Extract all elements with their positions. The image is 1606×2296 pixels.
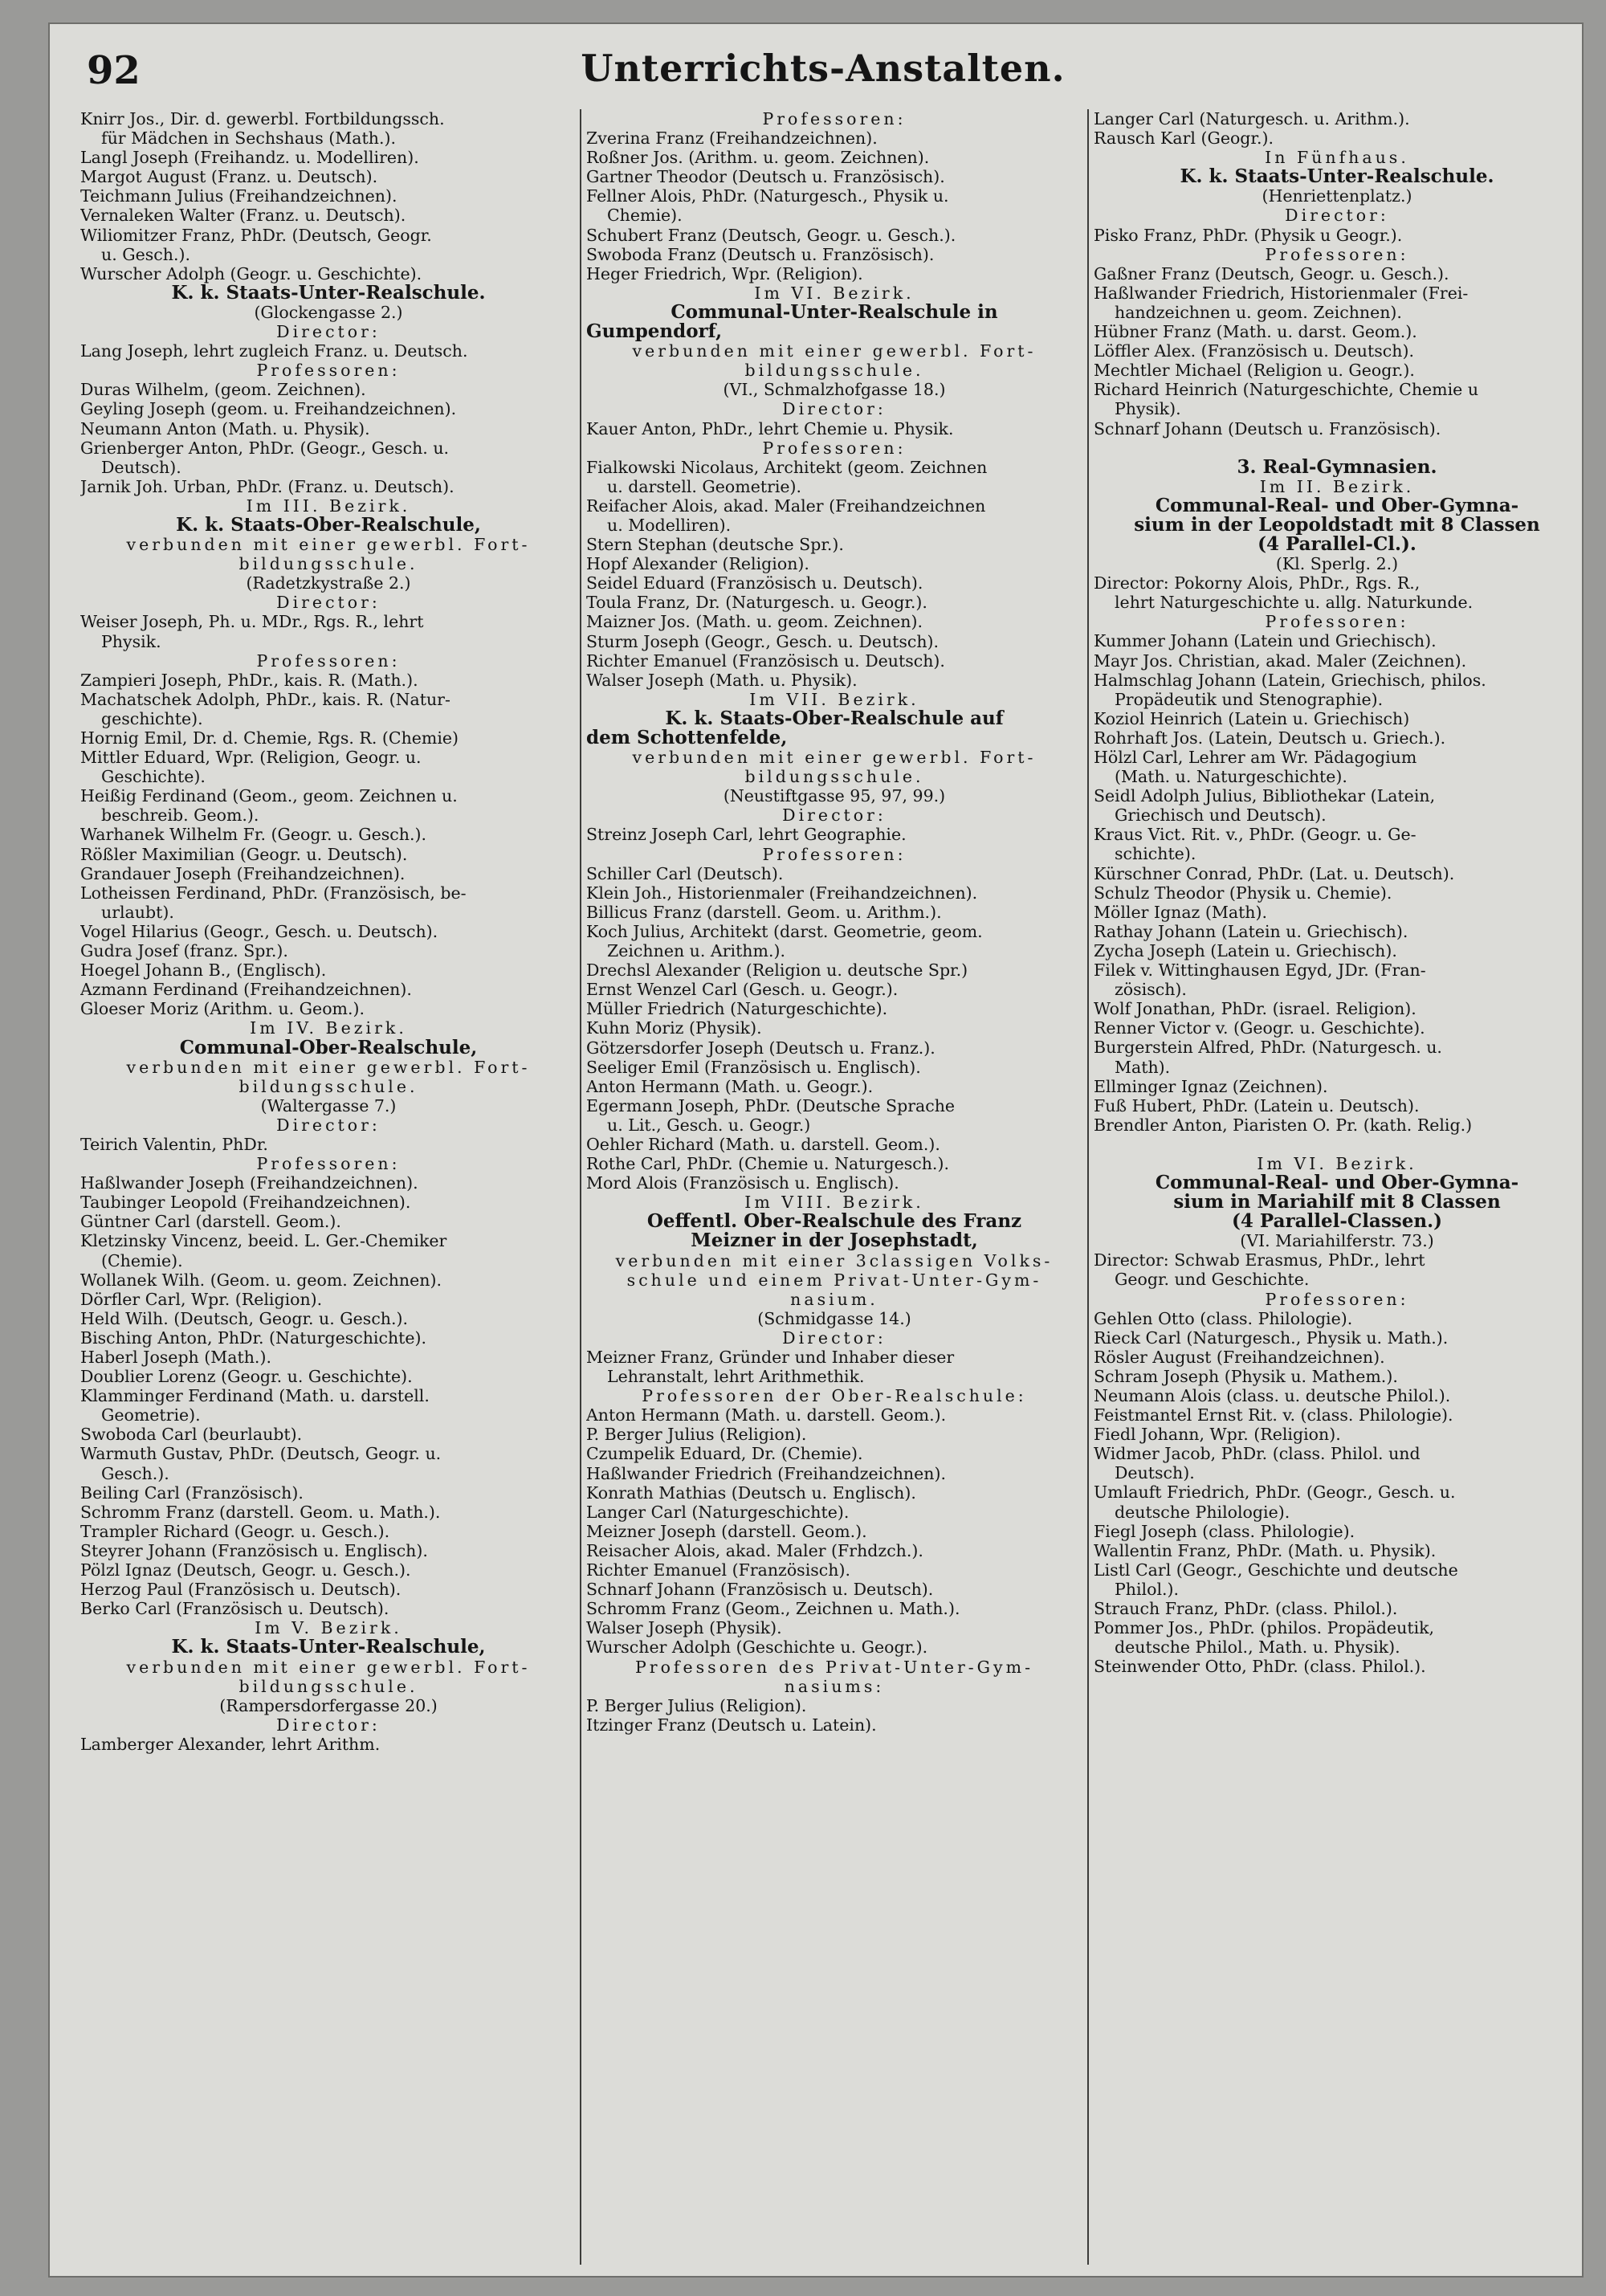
directory-entry: Seeliger Emil (Französisch u. Englisch). bbox=[586, 1057, 921, 1077]
directory-entry: Herzog Paul (Französisch u. Deutsch). bbox=[80, 1580, 402, 1600]
entry-continuation: lehrt Naturgeschichte u. allg. Naturkunde. bbox=[1115, 593, 1474, 613]
entry-continuation: schichte). bbox=[1115, 844, 1196, 864]
section-label: Director: bbox=[782, 1327, 887, 1348]
page-number: 92 bbox=[87, 48, 141, 93]
directory-entry: Anton Hermann (Math. u. Geogr.). bbox=[586, 1076, 874, 1096]
entry-continuation: Deutsch). bbox=[101, 457, 181, 477]
spacer bbox=[1094, 438, 1580, 458]
school-heading: K. k. Staats-Unter-Realschule. bbox=[171, 283, 486, 303]
column-divider bbox=[580, 109, 581, 2265]
directory-entry: Duras Wilhelm, (geom. Zeichnen). bbox=[80, 380, 366, 400]
entry-continuation: Physik). bbox=[1115, 399, 1181, 419]
directory-entry: Weiser Joseph, Ph. u. MDr., Rgs. R., lehrt bbox=[80, 612, 424, 632]
directory-entry: Schram Joseph (Physik u. Mathem.). bbox=[1094, 1366, 1398, 1386]
directory-entry: Wurscher Adolph (Geogr. u. Geschichte). bbox=[80, 263, 422, 283]
directory-entry: Geyling Joseph (geom. u. Freihandzeichnen). bbox=[80, 399, 457, 419]
entry-continuation: Philol.). bbox=[1115, 1579, 1180, 1599]
entry-continuation: u. Lit., Gesch. u. Geogr.) bbox=[607, 1115, 811, 1135]
directory-entry: Reisacher Alois, akad. Maler (Frhdzch.). bbox=[586, 1540, 923, 1560]
section-label: verbunden mit einer gewerbl. Fort- bbox=[126, 535, 531, 555]
section-label: verbunden mit einer gewerbl. Fort- bbox=[126, 1657, 531, 1677]
entry-continuation: zösisch). bbox=[1115, 980, 1187, 1000]
entry-continuation: Geometrie). bbox=[101, 1405, 201, 1425]
directory-entry: Maizner Jos. (Math. u. geom. Zeichnen). bbox=[586, 612, 923, 632]
directory-entry: Egermann Joseph, PhDr. (Deutsche Sprache bbox=[586, 1095, 956, 1115]
directory-entry: Brendler Anton, Piaristen O. Pr. (kath. Relig.) bbox=[1094, 1115, 1473, 1135]
directory-entry: Mayr Jos. Christian, akad. Maler (Zeichnen). bbox=[1094, 650, 1467, 671]
directory-entry: Müller Friedrich (Naturgeschichte). bbox=[586, 999, 888, 1019]
directory-entry: Pisko Franz, PhDr. (Physik u Geogr.). bbox=[1094, 225, 1403, 245]
directory-entry: Hornig Emil, Dr. d. Chemie, Rgs. R. (Chemie) bbox=[80, 728, 459, 748]
entry-continuation: Lehranstalt, lehrt Arithmethik. bbox=[607, 1367, 865, 1387]
directory-entry: Roßner Jos. (Arithm. u. geom. Zeichnen). bbox=[586, 148, 930, 168]
section-label: Im III. Bezirk. bbox=[246, 495, 411, 516]
directory-entry: Rösler August (Freihandzeichnen). bbox=[1094, 1347, 1385, 1367]
section-label: Professoren: bbox=[1265, 612, 1409, 632]
school-heading: sium in Mariahilf mit 8 Classen bbox=[1173, 1193, 1501, 1213]
directory-entry: Walser Joseph (Math. u. Physik). bbox=[586, 670, 858, 690]
section-label: Im V. Bezirk. bbox=[255, 1618, 402, 1638]
section-label: verbunden mit einer 3classigen Volks- bbox=[615, 1250, 1054, 1270]
directory-entry: Director: Pokorny Alois, PhDr., Rgs. R., bbox=[1094, 573, 1421, 593]
entry-continuation: deutsche Philologie). bbox=[1115, 1502, 1290, 1522]
school-heading: Communal-Real- und Ober-Gymna- bbox=[1155, 495, 1519, 516]
entry-continuation: Deutsch). bbox=[1115, 1463, 1195, 1483]
directory-entry: Möller Ignaz (Math). bbox=[1094, 902, 1268, 922]
directory-entry: Götzersdorfer Joseph (Deutsch u. Franz.). bbox=[586, 1038, 935, 1058]
section-label: Director: bbox=[276, 593, 381, 613]
section-label: Professoren: bbox=[762, 109, 907, 128]
directory-entry: Zycha Joseph (Latein u. Griechisch). bbox=[1094, 940, 1397, 960]
directory-entry: Heißig Ferdinand (Geom., geom. Zeichnen u. bbox=[80, 786, 458, 806]
directory-entry: Mechtler Michael (Religion u. Geogr.). bbox=[1094, 361, 1415, 381]
directory-entry: Wurscher Adolph (Geschichte u. Geogr.). bbox=[586, 1637, 928, 1658]
section-label: Director: bbox=[1285, 206, 1389, 226]
school-address: (Waltergasse 7.) bbox=[260, 1095, 397, 1115]
directory-entry: Gloeser Moriz (Arithm. u. Geom.). bbox=[80, 999, 365, 1019]
running-head: Unterrichts-Anstalten. bbox=[581, 47, 1066, 90]
column-right bbox=[1094, 109, 1580, 1676]
section-label: Im VII. Bezirk. bbox=[749, 689, 919, 709]
directory-entry: Fialkowski Nicolaus, Architekt (geom. Zeichnen bbox=[586, 457, 988, 477]
directory-entry: Sturm Joseph (Geogr., Gesch. u. Deutsch). bbox=[586, 631, 940, 651]
section-label: Im VI. Bezirk. bbox=[754, 283, 915, 303]
section-label: Im II. Bezirk. bbox=[1259, 476, 1415, 496]
directory-entry: Güntner Carl (darstell. Geom.). bbox=[80, 1212, 341, 1232]
section-label: schule und einem Privat-Unter-Gym- bbox=[626, 1270, 1042, 1290]
page-header bbox=[87, 37, 1559, 101]
directory-entry: Billicus Franz (darstell. Geom. u. Arithm.). bbox=[586, 902, 942, 922]
directory-entry: Wolf Jonathan, PhDr. (israel. Religion). bbox=[1094, 999, 1416, 1019]
section-label: Director: bbox=[782, 805, 887, 826]
school-address: (Rampersdorfergasse 20.) bbox=[219, 1695, 438, 1715]
directory-entry: Seidel Eduard (Französisch u. Deutsch). bbox=[586, 573, 923, 593]
section-label: nasiums: bbox=[784, 1676, 885, 1696]
school-heading: K. k. Staats-Unter-Realschule. bbox=[1180, 167, 1494, 187]
school-address: (Glockengasse 2.) bbox=[254, 302, 403, 322]
section-label: Professoren: bbox=[762, 844, 907, 864]
directory-entry: Fiegl Joseph (class. Philologie). bbox=[1094, 1521, 1355, 1541]
directory-entry: Haberl Joseph (Math.). bbox=[80, 1348, 271, 1367]
entry-continuation: Gesch.). bbox=[101, 1463, 169, 1483]
section-label: Director: bbox=[782, 399, 887, 419]
directory-entry: Neumann Alois (class. u. deutsche Philol.). bbox=[1094, 1386, 1451, 1405]
directory-entry: Heger Friedrich, Wpr. (Religion). bbox=[586, 263, 863, 283]
directory-entry: Steinwender Otto, PhDr. (class. Philol.). bbox=[1094, 1657, 1426, 1677]
directory-entry: Mord Alois (Französisch u. Englisch). bbox=[586, 1173, 899, 1193]
school-address: (Henriettenplatz.) bbox=[1262, 186, 1412, 206]
directory-entry: Pölzl Ignaz (Deutsch, Geogr. u. Gesch.). bbox=[80, 1560, 411, 1580]
entry-continuation: für Mädchen in Sechshaus (Math.). bbox=[101, 128, 396, 149]
directory-entry: Mittler Eduard, Wpr. (Religion, Geogr. u. bbox=[80, 748, 422, 768]
school-heading: Communal-Unter-Realschule in bbox=[671, 302, 998, 323]
directory-entry: Hopf Alexander (Religion). bbox=[586, 554, 809, 574]
school-heading: (4 Parallel-Cl.). bbox=[1257, 534, 1416, 555]
section-label: Professoren: bbox=[1265, 1289, 1409, 1309]
directory-entry: Haßlwander Joseph (Freihandzeichnen). bbox=[80, 1173, 418, 1193]
entry-continuation: Propädeutik und Stenographie). bbox=[1115, 689, 1384, 709]
directory-entry: Rathay Johann (Latein u. Griechisch). bbox=[1094, 921, 1408, 941]
school-heading: K. k. Staats-Ober-Realschule, bbox=[176, 515, 481, 536]
school-heading: K. k. Staats-Ober-Realschule auf bbox=[665, 708, 1004, 728]
directory-entry: Löffler Alex. (Französisch u. Deutsch). bbox=[1094, 341, 1414, 361]
school-heading: Communal-Real- und Ober-Gymna- bbox=[1155, 1172, 1519, 1193]
directory-entry: Neumann Anton (Math. u. Physik). bbox=[80, 418, 370, 438]
entry-continuation: deutsche Philol., Math. u. Physik). bbox=[1115, 1637, 1400, 1658]
directory-entry: Taubinger Leopold (Freihandzeichnen). bbox=[80, 1193, 411, 1213]
directory-entry: Gehlen Otto (class. Philologie). bbox=[1094, 1308, 1353, 1328]
directory-entry: P. Berger Julius (Religion). bbox=[586, 1425, 807, 1445]
directory-entry: Schromm Franz (darstell. Geom. u. Math.). bbox=[80, 1502, 441, 1522]
directory-entry: Feistmantel Ernst Rit. v. (class. Philologie). bbox=[1094, 1405, 1453, 1425]
directory-entry: Gudra Josef (franz. Spr.). bbox=[80, 941, 288, 961]
entry-continuation: urlaubt). bbox=[101, 902, 174, 922]
directory-entry: Walser Joseph (Physik). bbox=[586, 1618, 782, 1638]
directory-entry: Langl Joseph (Freihandz. u. Modelliren). bbox=[80, 148, 419, 168]
directory-entry: Vernaleken Walter (Franz. u. Deutsch). bbox=[80, 206, 406, 226]
directory-entry: Dörfler Carl, Wpr. (Religion). bbox=[80, 1289, 323, 1309]
directory-entry: Richter Emanuel (Französisch u. Deutsch). bbox=[586, 650, 945, 671]
directory-entry: Kummer Johann (Latein und Griechisch). bbox=[1094, 631, 1437, 651]
entry-continuation: beschreib. Geom.). bbox=[101, 805, 259, 826]
directory-entry: Kraus Vict. Rit. v., PhDr. (Geogr. u. Ge- bbox=[1094, 825, 1416, 845]
directory-entry: Berko Carl (Französisch u. Deutsch). bbox=[80, 1599, 389, 1619]
column-middle bbox=[586, 109, 1082, 1735]
directory-entry: Hölzl Carl, Lehrer am Wr. Pädagogium bbox=[1094, 748, 1417, 767]
directory-entry: Gaßner Franz (Deutsch, Geogr. u. Gesch.). bbox=[1094, 263, 1449, 283]
section-label: Im IV. Bezirk. bbox=[250, 1018, 407, 1038]
section-label: Director: bbox=[276, 1715, 381, 1735]
directory-entry: Halmschlag Johann (Latein, Griechisch, philos. bbox=[1094, 670, 1486, 690]
section-label: verbunden mit einer gewerbl. Fort- bbox=[632, 748, 1037, 768]
entry-continuation: u. Gesch.). bbox=[101, 244, 190, 264]
section-label: Director: bbox=[276, 1115, 381, 1135]
school-address: (Neustiftgasse 95, 97, 99.) bbox=[723, 786, 946, 806]
directory-entry: Jarnik Joh. Urban, PhDr. (Franz. u. Deutsch). bbox=[80, 476, 454, 496]
directory-entry: Swoboda Carl (beurlaubt). bbox=[80, 1425, 303, 1445]
directory-entry: Konrath Mathias (Deutsch u. Englisch). bbox=[586, 1482, 916, 1503]
directory-entry: Lotheissen Ferdinand, PhDr. (Französisch, be- bbox=[80, 883, 467, 903]
directory-entry: Haßlwander Friedrich, Historienmaler (Frei- bbox=[1094, 283, 1469, 303]
school-address: (Kl. Sperlg. 2.) bbox=[1275, 554, 1399, 574]
directory-entry: Reifacher Alois, akad. Maler (Freihandzeichnen bbox=[586, 495, 986, 516]
school-heading: K. k. Staats-Unter-Realschule, bbox=[171, 1637, 486, 1658]
directory-entry: P. Berger Julius (Religion). bbox=[586, 1695, 807, 1715]
section-label: Professoren: bbox=[1265, 244, 1409, 264]
directory-entry: Drechsl Alexander (Religion u. deutsche Spr.) bbox=[586, 960, 968, 981]
directory-entry: Klamminger Ferdinand (Math. u. darstell. bbox=[80, 1386, 430, 1406]
school-address: (VI., Schmalzhofgasse 18.) bbox=[723, 380, 946, 400]
section-label: verbunden mit einer gewerbl. Fort- bbox=[126, 1057, 531, 1077]
directory-entry: Schnarf Johann (Französisch u. Deutsch). bbox=[586, 1580, 934, 1600]
entry-continuation: (Math. u. Naturgeschichte). bbox=[1115, 767, 1347, 787]
directory-entry: Burgerstein Alfred, PhDr. (Naturgesch. u. bbox=[1094, 1038, 1442, 1058]
entry-continuation: Chemie). bbox=[607, 206, 683, 226]
entry-continuation: u. darstell. Geometrie). bbox=[607, 476, 802, 496]
directory-entry: Widmer Jacob, PhDr. (class. Philol. und bbox=[1094, 1444, 1421, 1464]
directory-entry: Lamberger Alexander, lehrt Arithm. bbox=[80, 1734, 381, 1754]
directory-entry: Rohrhaft Jos. (Latein, Deutsch u. Griech.). bbox=[1094, 728, 1446, 748]
directory-entry: Machatschek Adolph, PhDr., kais. R. (Natur- bbox=[80, 689, 450, 709]
directory-entry: Gartner Theodor (Deutsch u. Französisch). bbox=[586, 167, 945, 187]
school-heading: Meizner in der Josephstadt, bbox=[691, 1231, 978, 1251]
directory-entry: Azmann Ferdinand (Freihandzeichnen). bbox=[80, 980, 412, 1000]
directory-entry: Kuhn Moriz (Physik). bbox=[586, 1018, 762, 1038]
directory-entry: Renner Victor v. (Geogr. u. Geschichte). bbox=[1094, 1018, 1425, 1038]
directory-entry: Swoboda Franz (Deutsch u. Französisch). bbox=[586, 244, 935, 264]
directory-entry: Zverina Franz (Freihandzeichnen). bbox=[586, 128, 878, 149]
entry-continuation: handzeichnen u. geom. Zeichnen). bbox=[1115, 302, 1402, 322]
directory-entry: Trampler Richard (Geogr. u. Gesch.). bbox=[80, 1521, 390, 1541]
directory-entry: Umlauft Friedrich, PhDr. (Geogr., Gesch. u. bbox=[1094, 1482, 1456, 1503]
column-divider bbox=[1087, 109, 1089, 2265]
section-label: Im VIII. Bezirk. bbox=[744, 1193, 924, 1213]
school-heading: (4 Parallel-Classen.) bbox=[1232, 1212, 1442, 1232]
directory-entry: Schulz Theodor (Physik u. Chemie). bbox=[1094, 883, 1392, 903]
directory-entry: Knirr Jos., Dir. d. gewerbl. Fortbildungssch. bbox=[80, 109, 445, 128]
directory-entry: Teirich Valentin, PhDr. bbox=[80, 1134, 268, 1154]
directory-entry: Meizner Joseph (darstell. Geom.). bbox=[586, 1521, 867, 1541]
directory-entry: Schnarf Johann (Deutsch u. Französisch). bbox=[1094, 418, 1441, 438]
section-label: bildungsschule. bbox=[238, 1076, 418, 1096]
school-heading: Gumpendorf, bbox=[586, 322, 723, 342]
directory-entry: Anton Hermann (Math. u. darstell. Geom.). bbox=[586, 1405, 947, 1425]
entry-continuation: Geogr. und Geschichte. bbox=[1115, 1270, 1310, 1290]
directory-entry: Margot August (Franz. u. Deutsch). bbox=[80, 167, 378, 187]
school-heading: sium in der Leopoldstadt mit 8 Classen bbox=[1134, 515, 1540, 535]
directory-entry: Rothe Carl, PhDr. (Chemie u. Naturgesch.). bbox=[586, 1154, 949, 1174]
directory-entry: Director: Schwab Erasmus, PhDr., lehrt bbox=[1094, 1250, 1425, 1270]
section-label: Professoren des Privat-Unter-Gym- bbox=[635, 1657, 1033, 1677]
column-left bbox=[80, 109, 577, 1754]
entry-continuation: geschichte). bbox=[101, 708, 203, 728]
directory-entry: Pommer Jos., PhDr. (philos. Propädeutik, bbox=[1094, 1618, 1435, 1638]
directory-entry: Toula Franz, Dr. (Naturgesch. u. Geogr.). bbox=[586, 593, 927, 613]
directory-entry: Rößler Maximilian (Geogr. u. Deutsch). bbox=[80, 844, 408, 864]
section-label: Professoren der Ober-Realschule: bbox=[642, 1386, 1027, 1406]
directory-entry: Itzinger Franz (Deutsch u. Latein). bbox=[586, 1715, 877, 1735]
directory-entry: Fuß Hubert, PhDr. (Latein u. Deutsch). bbox=[1094, 1095, 1420, 1115]
directory-entry: Klein Joh., Historienmaler (Freihandzeichnen). bbox=[586, 883, 978, 903]
entry-continuation: Math). bbox=[1115, 1057, 1171, 1077]
section-label: bildungsschule. bbox=[744, 767, 924, 787]
directory-entry: Richter Emanuel (Französisch). bbox=[586, 1560, 850, 1580]
directory-entry: Haßlwander Friedrich (Freihandzeichnen). bbox=[586, 1463, 946, 1483]
school-heading: Communal-Ober-Realschule, bbox=[179, 1038, 478, 1058]
directory-entry: Grandauer Joseph (Freihandzeichnen). bbox=[80, 863, 406, 883]
directory-entry: Wiliomitzer Franz, PhDr. (Deutsch, Geogr. bbox=[80, 225, 432, 245]
directory-entry: Rieck Carl (Naturgesch., Physik u. Math.). bbox=[1094, 1327, 1449, 1348]
directory-entry: Koch Julius, Architekt (darst. Geometrie, geom. bbox=[586, 921, 983, 941]
directory-entry: Czumpelik Eduard, Dr. (Chemie). bbox=[586, 1444, 863, 1464]
section-label: Im VI. Bezirk. bbox=[1257, 1153, 1417, 1173]
directory-entry: Schubert Franz (Deutsch, Geogr. u. Gesch.). bbox=[586, 225, 956, 245]
directory-entry: Kürschner Conrad, PhDr. (Lat. u. Deutsch). bbox=[1094, 863, 1455, 883]
directory-entry: Warhanek Wilhelm Fr. (Geogr. u. Gesch.). bbox=[80, 825, 427, 845]
directory-entry: Richard Heinrich (Naturgeschichte, Chemie u bbox=[1094, 380, 1479, 400]
directory-entry: Steyrer Johann (Französisch u. Englisch). bbox=[80, 1540, 428, 1560]
directory-entry: Vogel Hilarius (Geogr., Gesch. u. Deutsch). bbox=[80, 921, 438, 941]
directory-entry: Teichmann Julius (Freihandzeichnen). bbox=[80, 186, 397, 206]
directory-entry: Ellminger Ignaz (Zeichnen). bbox=[1094, 1076, 1328, 1096]
directory-entry: Kauer Anton, PhDr., lehrt Chemie u. Physik. bbox=[586, 418, 954, 438]
directory-entry: Zampieri Joseph, PhDr., kais. R. (Math.). bbox=[80, 670, 418, 690]
school-heading: dem Schottenfelde, bbox=[586, 728, 788, 748]
directory-entry: Grienberger Anton, PhDr. (Geogr., Gesch. u. bbox=[80, 438, 450, 458]
directory-entry: Schromm Franz (Geom., Zeichnen u. Math.). bbox=[586, 1599, 960, 1619]
school-heading: Oeffentl. Ober-Realschule des Franz bbox=[646, 1212, 1022, 1232]
directory-entry: Held Wilh. (Deutsch, Geogr. u. Gesch.). bbox=[80, 1308, 409, 1328]
directory-entry: Koziol Heinrich (Latein u. Griechisch) bbox=[1094, 708, 1410, 728]
directory-entry: Oehler Richard (Math. u. darstell. Geom.). bbox=[586, 1134, 940, 1154]
directory-entry: Seidl Adolph Julius, Bibliothekar (Latein, bbox=[1094, 786, 1436, 806]
section-label: Professoren: bbox=[256, 650, 401, 671]
directory-entry: Listl Carl (Geogr., Geschichte und deutsche bbox=[1094, 1560, 1458, 1580]
directory-entry: Lang Joseph, lehrt zugleich Franz. u. Deutsch. bbox=[80, 341, 468, 361]
directory-entry: Fiedl Johann, Wpr. (Religion). bbox=[1094, 1425, 1341, 1445]
entry-continuation: Physik. bbox=[101, 631, 161, 651]
directory-entry: Rausch Karl (Geogr.). bbox=[1094, 128, 1274, 149]
section-label: Professoren: bbox=[762, 438, 907, 458]
section-label: bildungsschule. bbox=[744, 361, 924, 381]
directory-entry: Strauch Franz, PhDr. (class. Philol.). bbox=[1094, 1599, 1398, 1619]
directory-entry: Stern Stephan (deutsche Spr.). bbox=[586, 535, 844, 555]
directory-entry: Kletzinsky Vincenz, beeid. L. Ger.-Chemiker bbox=[80, 1231, 447, 1251]
section-label: Professoren: bbox=[256, 361, 401, 381]
spacer bbox=[1094, 1135, 1580, 1154]
section-label: bildungsschule. bbox=[238, 1676, 418, 1696]
directory-entry: Langer Carl (Naturgesch. u. Arithm.). bbox=[1094, 109, 1410, 128]
directory-entry: Doublier Lorenz (Geogr. u. Geschichte). bbox=[80, 1367, 413, 1387]
directory-entry: Wollanek Wilh. (Geom. u. geom. Zeichnen). bbox=[80, 1270, 442, 1290]
entry-continuation: Zeichnen u. Arithm.). bbox=[607, 941, 785, 961]
page bbox=[48, 22, 1584, 2278]
entry-continuation: Geschichte). bbox=[101, 767, 206, 787]
section-label: bildungsschule. bbox=[238, 554, 418, 574]
section-label: In Fünfhaus. bbox=[1265, 148, 1409, 168]
entry-continuation: (Chemie). bbox=[101, 1250, 183, 1270]
section-title: 3. Real-Gymnasien. bbox=[1237, 457, 1437, 477]
directory-entry: Streinz Joseph Carl, lehrt Geographie. bbox=[586, 825, 907, 845]
section-label: verbunden mit einer gewerbl. Fort- bbox=[632, 341, 1037, 361]
directory-entry: Schiller Carl (Deutsch). bbox=[586, 863, 784, 883]
directory-entry: Beiling Carl (Französisch). bbox=[80, 1482, 304, 1503]
directory-entry: Langer Carl (Naturgeschichte). bbox=[586, 1502, 850, 1522]
school-address: (Radetzkystraße 2.) bbox=[246, 573, 411, 593]
directory-entry: Fellner Alois, PhDr. (Naturgesch., Physik u. bbox=[586, 186, 949, 206]
directory-entry: Hoegel Johann B., (Englisch). bbox=[80, 960, 327, 981]
section-label: Director: bbox=[276, 322, 381, 342]
directory-entry: Hübner Franz (Math. u. darst. Geom.). bbox=[1094, 322, 1417, 342]
entry-continuation: Griechisch und Deutsch). bbox=[1115, 805, 1327, 826]
directory-entry: Wallentin Franz, PhDr. (Math. u. Physik). bbox=[1094, 1540, 1437, 1560]
section-label: nasium. bbox=[790, 1289, 878, 1309]
directory-entry: Ernst Wenzel Carl (Gesch. u. Geogr.). bbox=[586, 980, 899, 1000]
school-address: (Schmidgasse 14.) bbox=[757, 1308, 911, 1328]
directory-entry: Filek v. Wittinghausen Egyd, JDr. (Fran- bbox=[1094, 960, 1426, 981]
directory-entry: Meizner Franz, Gründer und Inhaber dieser bbox=[586, 1348, 955, 1367]
school-address: (VI. Mariahilferstr. 73.) bbox=[1240, 1231, 1434, 1251]
directory-entry: Warmuth Gustav, PhDr. (Deutsch, Geogr. u. bbox=[80, 1444, 442, 1464]
section-label: Professoren: bbox=[256, 1154, 401, 1174]
entry-continuation: u. Modelliren). bbox=[607, 515, 732, 535]
directory-entry: Bisching Anton, PhDr. (Naturgeschichte). bbox=[80, 1327, 427, 1348]
